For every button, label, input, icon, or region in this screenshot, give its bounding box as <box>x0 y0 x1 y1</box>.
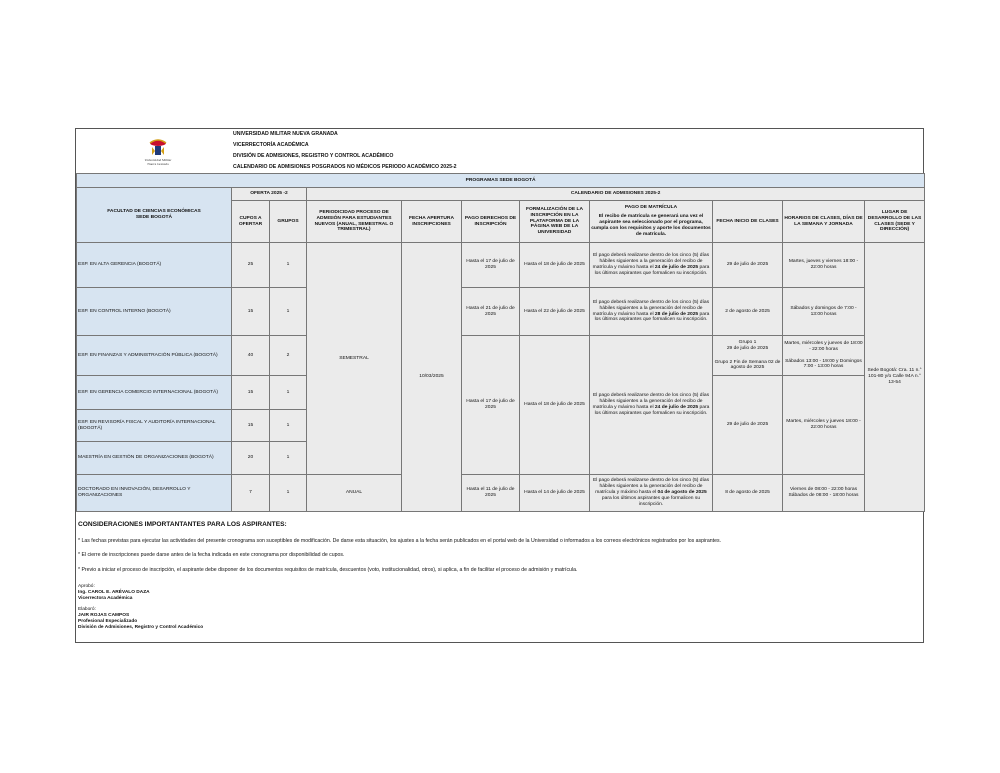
program-name: MAESTRÍA EN GESTIÓN DE ORGANIZACIONES (BOGOTÁ) <box>77 442 232 475</box>
formalizacion: Hasta el 22 de julio de 2025 <box>520 288 590 336</box>
horario: Martes, jueves y viernes 18:00 - 22:00 horas <box>783 243 865 288</box>
inicio-clases: 2 de agosto de 2025 <box>713 288 783 336</box>
grupos-value: 2 <box>270 336 307 376</box>
inicio-clases: 8 de agosto de 2025 <box>713 475 783 512</box>
pago-matricula: El pago deberá realizarse dentro de los cinco (5) días hábiles siguientes a la generación del recibo de matrícula y máximo hasta el 24 de julio de 2025 para los últimos aspirantes que formalicen su inscripción. <box>590 336 713 475</box>
table-row <box>77 243 925 288</box>
pago-matricula: El pago deberá realizarse dentro de los cinco (5) días hábiles siguientes a la generación del recibo de matrícula y máximo hasta el 28 de julio de 2025 para los últimos aspirantes que formalicen su inscripción. <box>590 288 713 336</box>
cupos-value: 25 <box>232 243 270 288</box>
periodicidad-semestral: SEMESTRAL <box>307 243 402 475</box>
pago-matricula: El pago deberá realizarse dentro de los cinco (5) días hábiles siguientes a la generación del recibo de matrícula y máximo hasta el 04 de agosto de 2025 para los últimos aspirantes que formalicen su inscripción. <box>590 475 713 512</box>
division-name: DIVISIÓN DE ADMISIONES, REGISTRO Y CONTROL ACADÉMICO <box>233 153 394 159</box>
col-lugar: LUGAR DE DESARROLLO DE LAS CLASES (SEDE Y DIRECCIÓN) <box>865 201 925 243</box>
col-formalizacion: FORMALIZACIÓN DE LA INSCRIPCIÓN EN LA PLATAFORMA DE LA PÁGINA WEB DE LA UNIVERSIDAD <box>520 201 590 243</box>
approved-label: Aprobó: <box>78 584 95 589</box>
consideration-item: * Previo a iniciar el proceso de inscripción, el aspirante debe disponer de los documentos requisitos de matrícula, descuentos (voto, institucionalidad, otros), si aplica, a fin de facilitar el proceso de admisión y matrícula. <box>78 567 578 573</box>
table-row <box>77 336 925 376</box>
horario: Martes, miércoles y jueves de 18:00 - 22:00 horas Sábados 13:00 - 19:00 y Domingos 7:00 - 13:00 horas <box>783 336 865 376</box>
cupos-value: 15 <box>232 376 270 410</box>
horario: Viernes de 08:00 - 22:00 horas Sábados de 08:00 - 18:00 horas <box>783 475 865 512</box>
formalizacion: Hasta el 14 de julio de 2025 <box>520 475 590 512</box>
inicio-clases-grupos: Grupo 1 29 de julio de 2025 Grupo 2 Fin de Semana 02 de agosto de 2025 <box>713 336 783 376</box>
formalizacion: Hasta el 18 de julio de 2025 <box>520 336 590 475</box>
periodicidad-anual: ANUAL <box>307 475 402 512</box>
col-horarios: HORARIOS DE CLASES, DÍAS DE LA SEMANA Y JORNADA <box>783 201 865 243</box>
offer-group-header: OFERTA 2025 -2 <box>232 188 307 201</box>
inicio-clases: 29 de julio de 2025 <box>713 243 783 288</box>
pago-derechos: Hasta el 21 de julio de 2025 <box>462 288 520 336</box>
faculty-header: FACULTAD DE CIENCIAS ECONÓMICAS SEDE BOGOTÁ <box>77 188 232 243</box>
program-name: ESP. EN GERENCIA COMERCIO INTERNACIONAL (BOGOTÁ) <box>77 376 232 410</box>
col-cupos: CUPOS A OFERTAR <box>232 201 270 243</box>
svg-text:Nueva Granada: Nueva Granada <box>147 162 169 166</box>
cupos-value: 20 <box>232 442 270 475</box>
formalizacion: Hasta el 18 de julio de 2025 <box>520 243 590 288</box>
pago-derechos: Hasta el 17 de julio de 2025 <box>462 243 520 288</box>
pago-derechos: Hasta el 17 de julio de 2025 <box>462 336 520 475</box>
section-title: PROGRAMAS SEDE BOGOTÁ <box>77 174 925 188</box>
grupos-value: 1 <box>270 442 307 475</box>
horario: Sábados y domingos de 7:00 - 13:00 horas <box>783 288 865 336</box>
prepared-name: JAIR ROJAS CAMPOS <box>78 613 130 618</box>
lugar-clases: Sede Bogotá: Cra. 11 n.° 101-80 y/o Calle 94A n.° 13-54 <box>865 243 925 512</box>
university-logo <box>140 135 176 169</box>
calendar-group-header: CALENDARIO DE ADMISIONES 2025-2 <box>307 188 925 201</box>
prepared-label: Elaboró: <box>78 607 96 612</box>
grupos-value: 1 <box>270 288 307 336</box>
inicio-clases: 29 de julio de 2025 <box>713 376 783 475</box>
consideration-item: * El cierre de inscripciones puede darse antes de la fecha indicada en este cronograma por disponibilidad de cupos. <box>78 552 345 558</box>
prepared-role: Profesional Especializado <box>78 619 138 624</box>
pago-matricula: El pago deberá realizarse dentro de los cinco (5) días hábiles siguientes a la generación del recibo de matrícula y máximo hasta el 24 de julio de 2025 para los últimos aspirantes que formalicen su inscripción. <box>590 243 713 288</box>
calendar-title: CALENDARIO DE ADMISIONES POSGRADOS NO MÉDICOS PERIODO ACADÉMICO 2025-2 <box>233 164 457 170</box>
cupos-value: 40 <box>232 336 270 376</box>
consideration-item: * Las fechas previstas para ejecutar las actividades del presente cronograma son suceptibles de modificación. De darse esta situación, los ajustes a la fecha serán publicados en el portal web de la Universidad o informados a los correos electrónicos registrados por los aspirantes. <box>78 538 722 544</box>
cupos-value: 15 <box>232 410 270 442</box>
col-apertura: FECHA APERTURA INSCRIPCIONES <box>402 201 462 243</box>
considerations-title: CONSIDERACIONES IMPORTANTANTES PARA LOS ASPIRANTES: <box>78 521 287 528</box>
col-pago-derechos: PAGO DERECHOS DE INSCRIPCIÓN <box>462 201 520 243</box>
program-name: ESP. EN CONTROL INTERNO (BOGOTÁ) <box>77 288 232 336</box>
grupos-value: 1 <box>270 376 307 410</box>
program-name: ESP. EN FINANZAS Y ADMINISTRACIÓN PÚBLICA (BOGOTÁ) <box>77 336 232 376</box>
program-name: ESP. EN REVISORÍA FISCAL Y AUDITORÍA INTERNACIONAL (BOGOTÁ) <box>77 410 232 442</box>
cupos-value: 15 <box>232 288 270 336</box>
grupos-value: 1 <box>270 410 307 442</box>
program-name: ESP. EN ALTA GERENCIA (BOGOTÁ) <box>77 243 232 288</box>
prepared-dept: División de Admisiones, Registro y Control Académico <box>78 625 204 630</box>
grupos-value: 1 <box>270 475 307 512</box>
cupos-value: 7 <box>232 475 270 512</box>
table-row <box>77 288 925 336</box>
admissions-calendar-document <box>75 128 924 643</box>
apertura-date: 10/03/2025 <box>402 243 462 512</box>
col-periodicidad: PERIODICIDAD PROCESO DE ADMISIÓN PARA ESTUDIANTES NUEVOS (ANUAL, SEMESTRAL O TRIMESTRAL) <box>307 201 402 243</box>
grupos-value: 1 <box>270 243 307 288</box>
admissions-table <box>76 173 925 512</box>
document-header <box>76 129 923 174</box>
col-pago-matricula: PAGO DE MATRÍCULA El recibo de matrícula se generará una vez el aspirante sea seleccionado por el programa, cumpla con los requisitos y aporte los documentos de matrícula. <box>590 201 713 243</box>
approved-role: Vicerrectora Académica <box>78 596 133 601</box>
program-name: DOCTORADO EN INNOVACIÓN, DESARROLLO Y ORGANIZACIONES <box>77 475 232 512</box>
approved-name: Ing. CAROL E. ARÉVALO DAZA <box>78 590 150 595</box>
university-name: UNIVERSIDAD MILITAR NUEVA GRANADA <box>233 131 338 137</box>
horario: Martes, miércoles y jueves 18:00 - 22:00 horas <box>783 376 865 475</box>
vice-rectory: VICERRECTORÍA ACADÉMICA <box>233 142 309 148</box>
col-inicio: FECHA INICIO DE CLASES <box>713 201 783 243</box>
col-grupos: GRUPOS <box>270 201 307 243</box>
table-row <box>77 475 925 512</box>
pago-derechos: Hasta el 11 de julio de 2025 <box>462 475 520 512</box>
svg-text:Universidad Militar: Universidad Militar <box>144 158 172 162</box>
